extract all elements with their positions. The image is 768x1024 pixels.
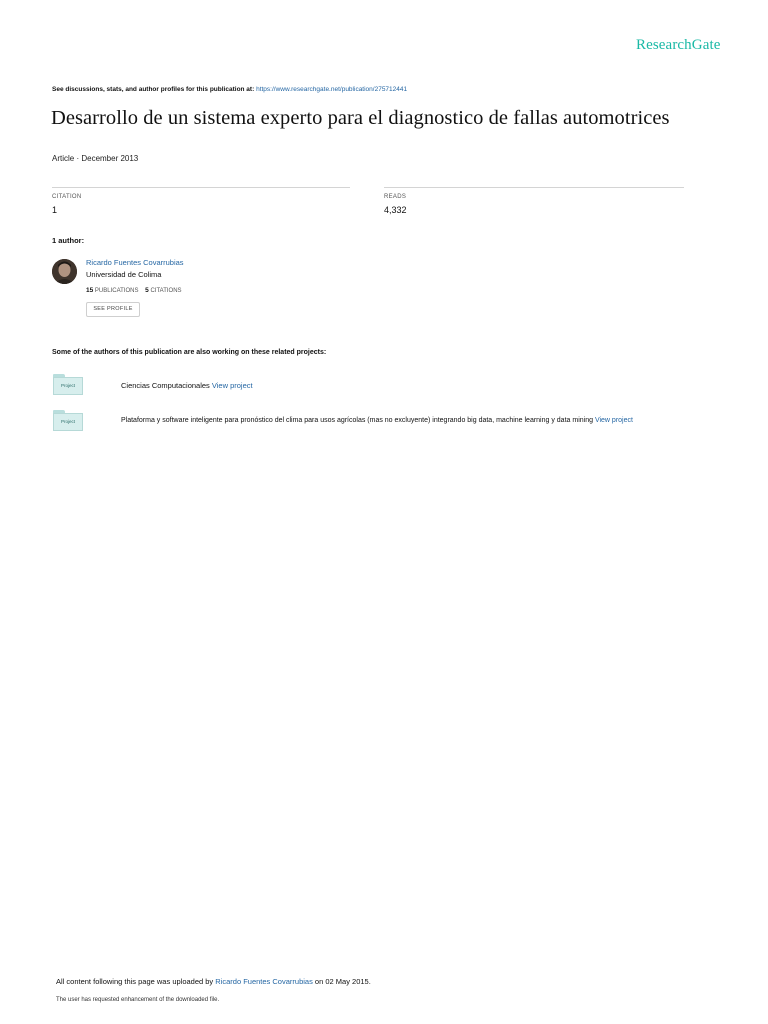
citations-label: CITATION <box>52 194 82 200</box>
avatar-portrait-icon <box>52 259 77 284</box>
author-publications-label: PUBLICATIONS <box>94 288 139 294</box>
reads-divider <box>384 187 684 188</box>
discussion-line <box>52 86 407 93</box>
project-folder-icon[interactable] <box>53 374 83 395</box>
author-publications-count: 15 <box>86 287 94 294</box>
author-stats <box>86 287 182 294</box>
author-citations-count: 5 <box>145 287 149 294</box>
author-name-link[interactable]: Ricardo Fuentes Covarrubias <box>86 258 184 267</box>
publication-meta: Article · December 2013 <box>52 154 139 163</box>
researchgate-logo[interactable]: ResearchGate <box>636 37 721 53</box>
enhancement-note: The user has requested enhancement of the downloaded file. <box>56 997 220 1003</box>
author-avatar[interactable] <box>52 259 77 284</box>
reads-value: 4,332 <box>384 205 407 215</box>
reads-label: READS <box>384 194 407 200</box>
authors-heading: 1 author: <box>52 236 85 245</box>
upload-prefix: All content following this page was uploaded by <box>56 977 214 986</box>
folder-label: Project <box>53 413 83 431</box>
related-projects-heading: Some of the authors of this publication are also working on these related projects: <box>52 349 327 356</box>
project-item <box>121 381 253 390</box>
citations-divider <box>52 187 350 188</box>
project-title: Plataforma y software inteligente para pronóstico del clima para usos agrícolas (mas no excluyente) integrando big data, machine learning y data mining <box>121 417 593 424</box>
upload-suffix: on 02 May 2015. <box>314 977 371 986</box>
publication-url-link[interactable]: https://www.researchgate.net/publication/275712441 <box>256 86 408 93</box>
project-title: Ciencias Computacionales <box>121 381 210 390</box>
upload-notice <box>56 977 371 986</box>
uploader-link[interactable]: Ricardo Fuentes Covarrubias <box>215 977 313 986</box>
project-item <box>121 417 633 424</box>
see-profile-button[interactable]: SEE PROFILE <box>86 302 140 317</box>
view-project-link[interactable]: View project <box>211 381 253 390</box>
author-citations-label: CITATIONS <box>150 288 182 294</box>
author-institution: Universidad de Colima <box>86 270 162 279</box>
folder-label: Project <box>53 377 83 395</box>
citations-value: 1 <box>52 205 58 215</box>
publication-title: Desarrollo de un sistema experto para el diagnostico de fallas automotrices <box>51 107 670 129</box>
discussion-prefix: See discussions, stats, and author profiles for this publication at: <box>52 86 255 93</box>
view-project-link[interactable]: View project <box>594 417 633 424</box>
project-folder-icon[interactable] <box>53 410 83 431</box>
